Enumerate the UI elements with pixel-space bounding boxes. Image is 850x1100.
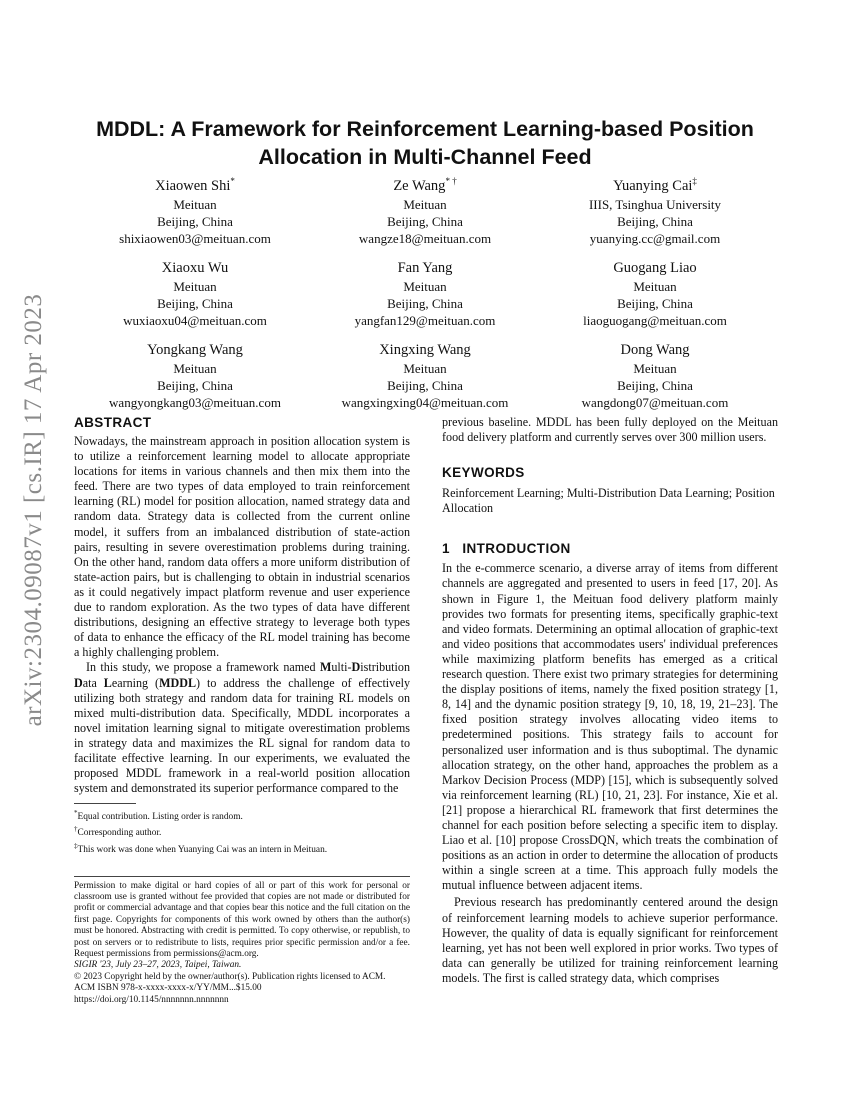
author-card bbox=[310, 258, 540, 329]
author-name: Xiaoxu Wu bbox=[161, 260, 229, 276]
author-affiliation: Meituan bbox=[633, 361, 677, 376]
author-card bbox=[80, 258, 310, 329]
author-block bbox=[80, 176, 770, 408]
author-email: wangyongkang03@meituan.com bbox=[109, 395, 281, 410]
footnotes bbox=[74, 803, 410, 855]
author-affiliation: Meituan bbox=[403, 197, 447, 212]
author-email: wuxiaoxu04@meituan.com bbox=[123, 313, 267, 328]
arxiv-identifier-text: arXiv:2304.09087v1 [cs.IR] 17 Apr 2023 bbox=[20, 293, 47, 727]
author-card bbox=[80, 340, 310, 411]
author-name: Guogang Liao bbox=[613, 260, 697, 276]
author-card bbox=[540, 258, 770, 329]
author-affiliation: Meituan bbox=[173, 197, 217, 212]
author-name: Dong Wang bbox=[620, 342, 690, 358]
permission-block bbox=[74, 876, 410, 1006]
author-name: Xiaowen Shi bbox=[155, 178, 231, 194]
footnote: †Corresponding author. bbox=[74, 825, 162, 839]
introduction-paragraph: Previous research has predominantly centered around the design of reinforcement learning models to achieve superior performance. However, the quality of data is equally significant for reinforcement learning, yet has not been well explored in prior works. Two types of data can generally be utilized for training reinforcement learning models. The first is called strategy data, which comprises bbox=[442, 895, 778, 985]
author-email: yangfan129@meituan.com bbox=[354, 313, 496, 328]
author-card bbox=[540, 176, 770, 247]
doi-link[interactable]: https://doi.org/10.1145/nnnnnnn.nnnnnnn bbox=[74, 994, 229, 1005]
permission-rule bbox=[74, 876, 410, 877]
abstract-paragraph: In this study, we propose a framework named Multi-Distribution Data Learning (MDDL) to address the challenge of effectively utilizing both strategy and random data for training RL models on mixed multi-distribution data. Specifically, MDDL incorporates a novel imitation learning signal to mitigate overestimation problems in strategy data and maximizes the RL signal for random data to facilitate effective learning. In our experiments, we evaluated the proposed MDDL framework in a real-world position allocation system and demonstrated its superior performance compared to the bbox=[74, 660, 410, 796]
permission-text: Permission to make digital or hard copies of all or part of this work for personal or classroom use is granted without fee provided that copies are not made or distributed for profit or commercial advantage and that copies bear this notice and the full citation on the first page. Copyrights for components of this work owned by others than the author(s) must be honored. Abstracting with credit is permitted. To copy otherwise, or republish, to post on servers or to redistribute to lists, requires prior specific permission and/or a fee. Request permissions from permissions@acm.org. bbox=[74, 880, 410, 960]
author-location: Beijing, China bbox=[157, 296, 233, 311]
author-name: Xingxing Wang bbox=[379, 342, 471, 358]
author-card bbox=[310, 176, 540, 247]
author-email: liaoguogang@meituan.com bbox=[583, 313, 727, 328]
introduction-heading: 1 INTRODUCTION bbox=[442, 541, 571, 557]
author-location: Beijing, China bbox=[387, 378, 463, 393]
author-affiliation: Meituan bbox=[403, 279, 447, 294]
author-mark: * † bbox=[445, 176, 457, 187]
footnote: ‡This work was done when Yuanying Cai was an intern in Meituan. bbox=[74, 841, 328, 855]
author-affiliation: Meituan bbox=[403, 361, 447, 376]
author-email: wangdong07@meituan.com bbox=[581, 395, 729, 410]
author-location: Beijing, China bbox=[157, 214, 233, 229]
author-name: Yuanying Cai bbox=[613, 178, 693, 194]
author-name: Ze Wang bbox=[393, 178, 446, 194]
author-affiliation: Meituan bbox=[173, 361, 217, 376]
author-mark: * bbox=[230, 176, 235, 187]
introduction-paragraph: In the e-commerce scenario, a diverse array of items from different channels are aggregated and presented to users in feed [17, 20]. As shown in Figure 1, the Meituan food delivery platform mainly provides two formats for presenting items, specifically graphic-text and video formats. Determining an optimal allocation of graphic-text and video positions that accommodates users' individual preferences while maximizing platform benefits has emerged as a critical research question. There exist two primary strategies for determining the display positions of items, namely the fixed position strategy [1, 8, 14] and the dynamic position strategy [9, 10, 18, 19, 21–23]. The fixed position strategy involves allocating video items to predetermined positions. This strategy fails to account for personalized user information and is thus suboptimal. The dynamic allocation strategy, on the other hand, approaches the problem as a Markov Decision Process (MDP) [15], which is subsequently solved via reinforcement learning (RL) [10, 21, 23]. For instance, Xie et al. [21] propose a hierarchical RL framework that first determines the channel for each position before selecting a specific item to display. Liao et al. [10] propose CrossDQN, which treats the combination of positions as an action in order to determine the allocation of products within a single screen at a time. This approach fully models the mutual influence between adjacent items. bbox=[442, 561, 778, 893]
author-email: wangze18@meituan.com bbox=[358, 231, 492, 246]
author-name: Yongkang Wang bbox=[147, 342, 243, 358]
author-location: Beijing, China bbox=[387, 296, 463, 311]
author-card bbox=[310, 340, 540, 411]
author-location: Beijing, China bbox=[617, 296, 693, 311]
author-card bbox=[80, 176, 310, 247]
paper-title: MDDL: A Framework for Reinforcement Learning-based Position Allocation in Multi-Channel Feed bbox=[96, 117, 754, 169]
copyright-line: © 2023 Copyright held by the owner/author(s). Publication rights licensed to ACM. bbox=[74, 971, 386, 982]
author-location: Beijing, China bbox=[157, 378, 233, 393]
author-email: wangxingxing04@meituan.com bbox=[341, 395, 509, 410]
author-affiliation: Meituan bbox=[173, 279, 217, 294]
author-location: Beijing, China bbox=[617, 378, 693, 393]
abstract-heading: ABSTRACT bbox=[74, 415, 152, 430]
venue-line: SIGIR '23, July 23–27, 2023, Taipei, Taiwan. bbox=[74, 960, 242, 971]
abstract-continuation: previous baseline. MDDL has been fully deployed on the Meituan food delivery platform and currently serves over 300 million users. bbox=[442, 415, 778, 445]
author-location: Beijing, China bbox=[387, 214, 463, 229]
author-card bbox=[540, 340, 770, 411]
author-email: shixiaowen03@meituan.com bbox=[119, 231, 271, 246]
abstract-paragraph: Nowadays, the mainstream approach in position allocation system is to utilize a reinforcement learning model to allocate appropriate locations for items in various channels and then mix them into the feed. There are two types of data employed to train reinforcement learning (RL) model for position allocation, named strategy data and random data. Strategy data is collected from the current online model, it suffers from an imbalanced distribution of state-action pairs, resulting in severe overestimation problems during training. On the other hand, random data offers a more uniform distribution of state-action pairs, but is challenging to obtain in industrial scenarios as it could negatively impact platform revenue and user experience due to random exploration. As the two types of data have different distributions, designing an effective strategy to leverage both types of data to enhance the efficacy of the RL model training has become a highly challenging problem. bbox=[74, 434, 410, 660]
author-mark: ‡ bbox=[692, 176, 697, 187]
right-column bbox=[442, 415, 778, 986]
author-location: Beijing, China bbox=[617, 214, 693, 229]
footnote: *Equal contribution. Listing order is random. bbox=[74, 809, 243, 823]
author-email: yuanying.cc@gmail.com bbox=[589, 231, 721, 246]
footnote-rule bbox=[74, 803, 136, 804]
author-affiliation: Meituan bbox=[633, 279, 677, 294]
isbn-line: ACM ISBN 978-x-xxxx-xxxx-x/YY/MM...$15.00 bbox=[74, 983, 262, 994]
left-column bbox=[74, 415, 410, 1006]
keywords-heading: KEYWORDS bbox=[442, 465, 525, 481]
arxiv-identifier bbox=[8, 290, 60, 730]
author-name: Fan Yang bbox=[397, 260, 453, 276]
keywords-text: Reinforcement Learning; Multi-Distribution Data Learning; Position Allocation bbox=[442, 486, 775, 516]
author-affiliation: IIIS, Tsinghua University bbox=[588, 197, 722, 212]
